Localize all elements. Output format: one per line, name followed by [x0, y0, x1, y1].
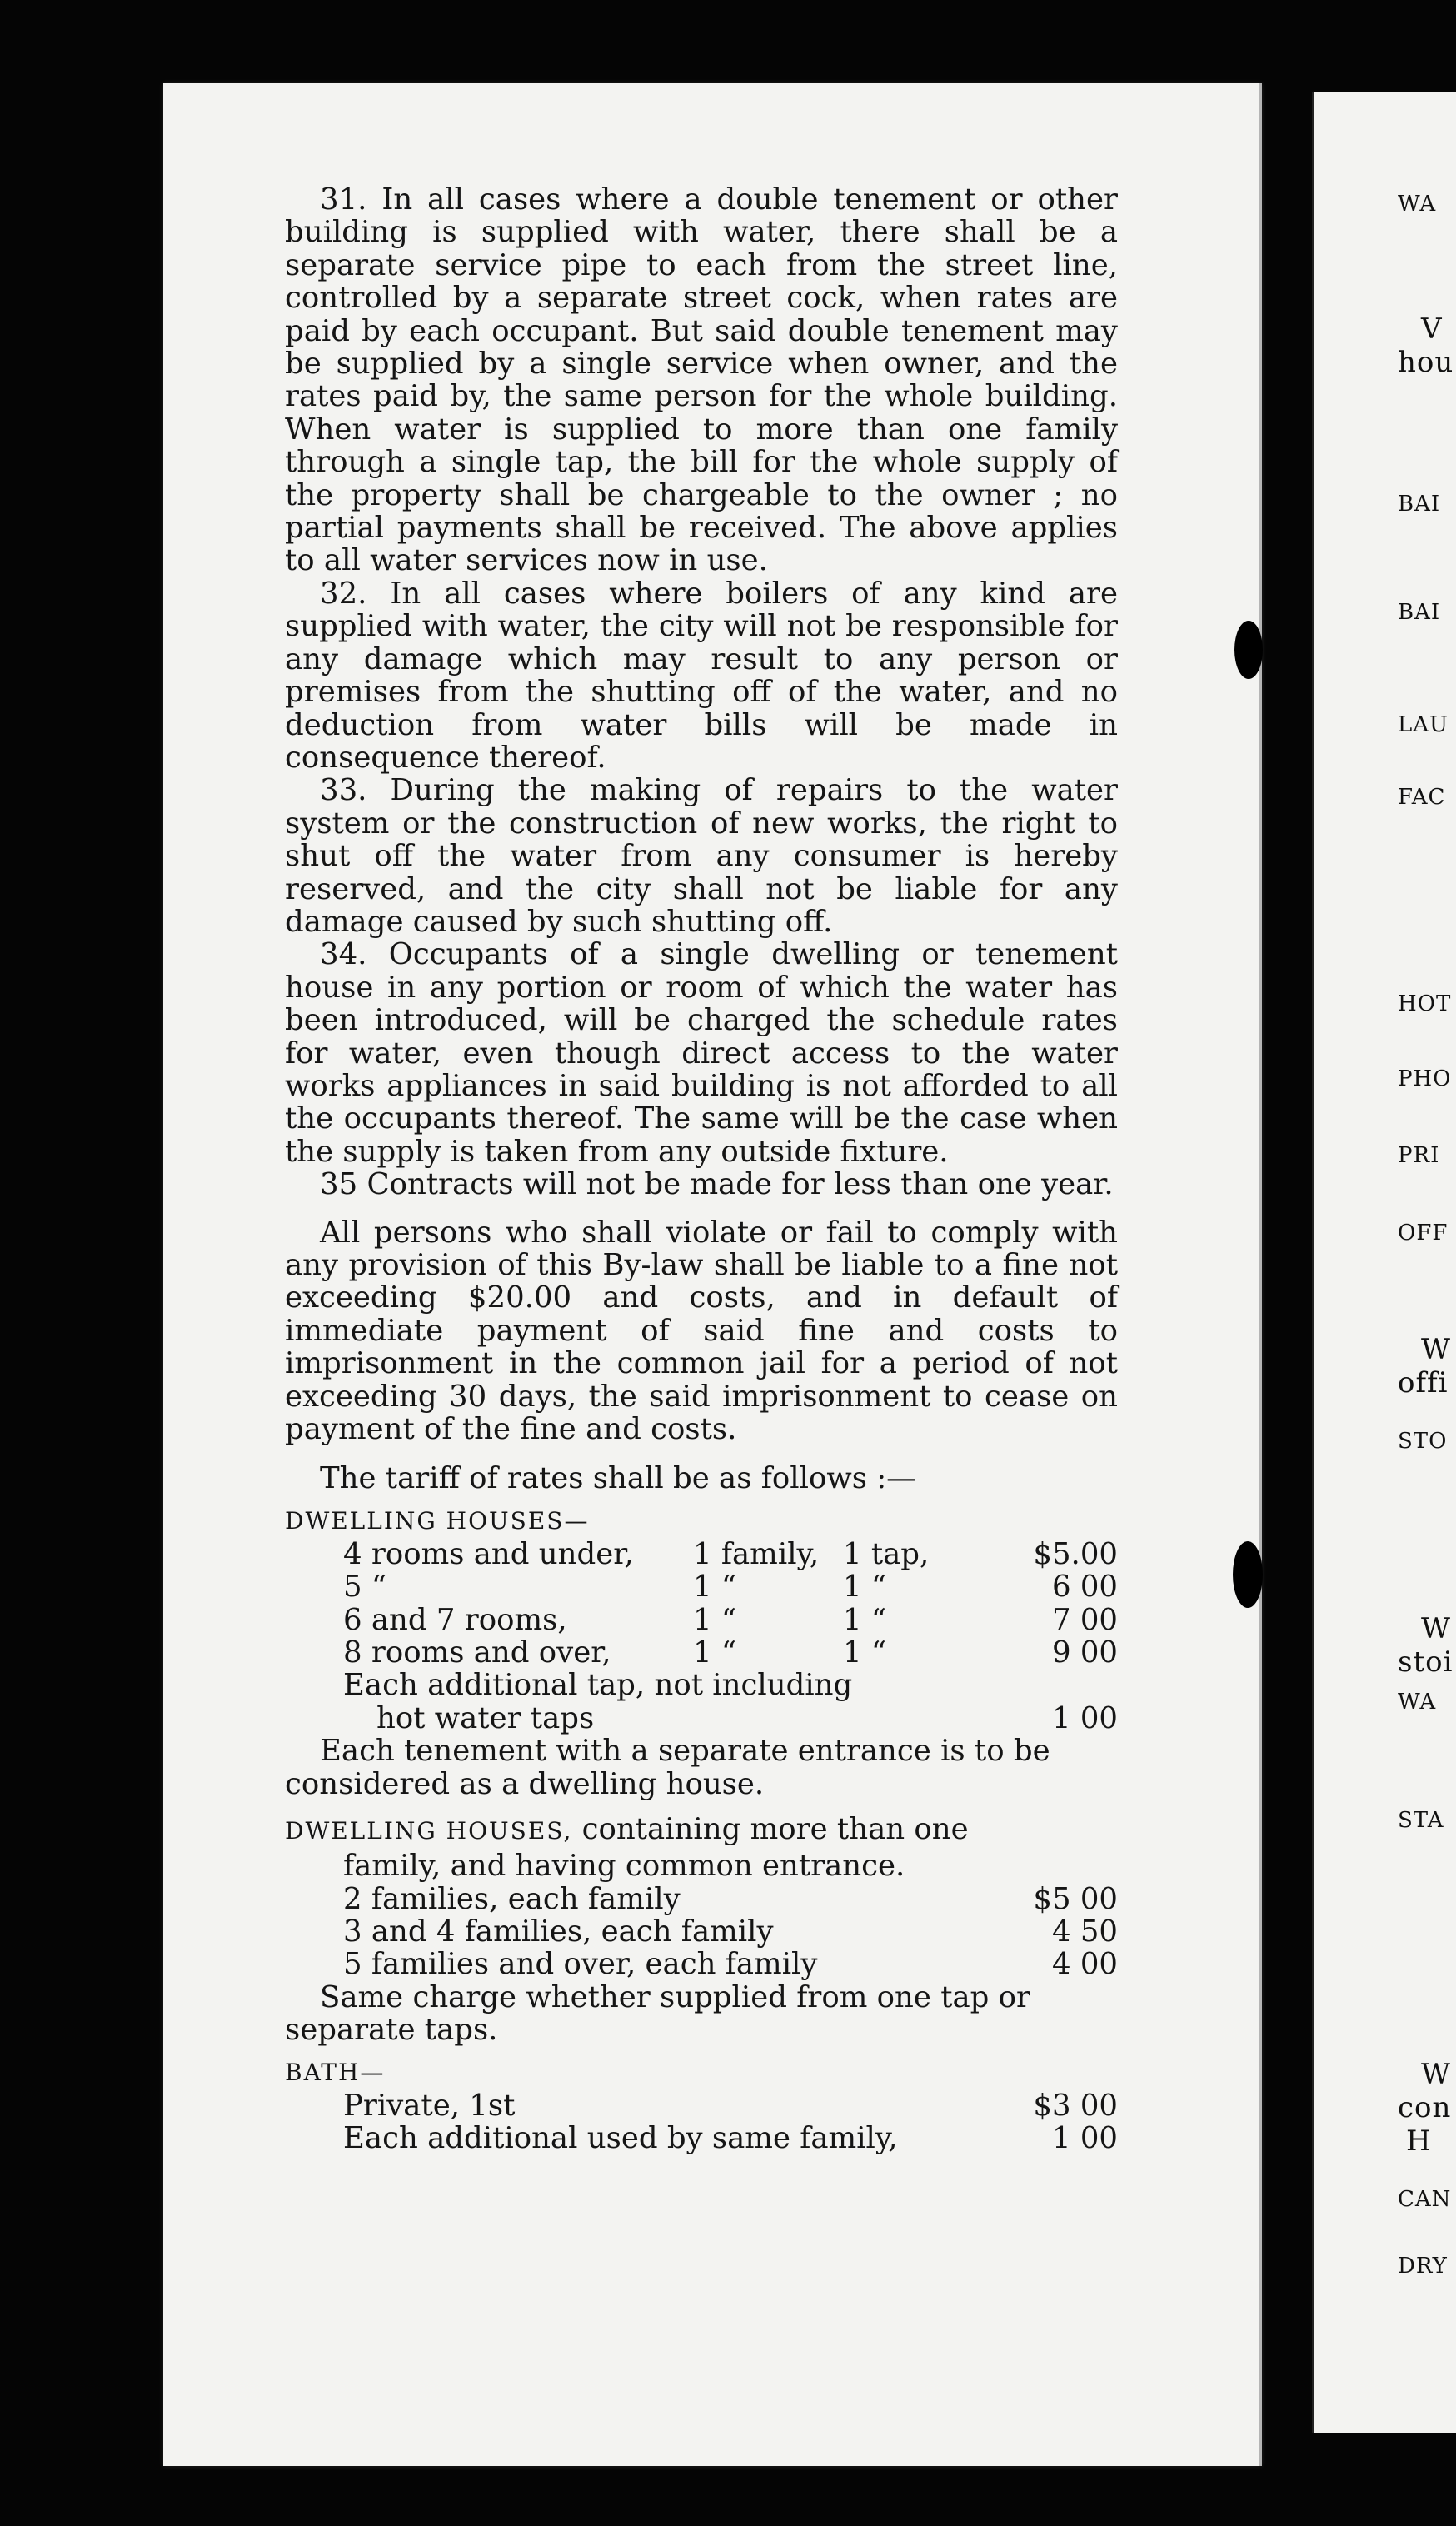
- multi-heading-tail: containing more than one: [572, 1812, 969, 1847]
- rate-price: 1 00: [1051, 2120, 1118, 2155]
- paragraph-32: 32. In all cases where boilers of any kind are supplied with water, the city will not be responsible for any damage which may result to any person or premises from the shutting off of the water, and no deduction from water bills will be made in consequence thereof.: [285, 576, 1118, 775]
- right-page-label: STO: [1398, 1429, 1448, 1454]
- multi-note: Same charge whether supplied from one tap or separate taps.: [285, 1979, 1030, 2048]
- additional-tap-price: 1 00: [1051, 1700, 1118, 1735]
- right-page-label: FAC: [1398, 785, 1446, 810]
- rate-desc: 3 and 4 families, each family: [343, 1914, 774, 1949]
- right-page-label: BAI: [1398, 600, 1441, 625]
- rate-desc: 4 rooms and under,: [343, 1536, 634, 1571]
- multi-rate-row: [343, 1948, 1118, 1980]
- table-row: [343, 1636, 1118, 1669]
- right-page-label: CAN: [1398, 2187, 1452, 2212]
- right-page-label: W: [1421, 2058, 1451, 2091]
- multi-family-heading: [285, 1812, 1118, 1846]
- bath-rate-row: [343, 2122, 1118, 2154]
- rate-family: 1 “: [693, 1602, 737, 1637]
- bath-heading: BATH—: [285, 2058, 386, 2086]
- paragraph-34: 34. Occupants of a single dwelling or tenement house in any portion or room of which the water has been introduced, will be charged the schedule rates for water, even though direct access to the water works appliances in said building is not afforded to all the occupants thereof. The same will be the case when the supply is taken from any outside fixture.: [285, 937, 1118, 1169]
- paragraph-35: 35 Contracts will not be made for less than one year.: [320, 1167, 1114, 1202]
- tariff-intro: The tariff of rates shall be as follows :—: [320, 1461, 916, 1496]
- right-page-label: DRY: [1398, 2254, 1448, 2279]
- right-page-label: con: [1398, 2091, 1452, 2124]
- rate-desc: 2 families, each family: [343, 1881, 681, 1916]
- right-page-label: OFF: [1398, 1221, 1449, 1246]
- right-page-label: W: [1421, 1612, 1451, 1645]
- binding-hole-mark: [1233, 1541, 1263, 1608]
- rate-price: 6 00: [1051, 1570, 1118, 1605]
- left-page: [163, 83, 1262, 2466]
- right-page-label: WA: [1398, 1690, 1437, 1715]
- table-row: [343, 1570, 1118, 1603]
- rate-tap: 1 “: [843, 1635, 887, 1670]
- rate-price: $5.00: [1033, 1536, 1118, 1571]
- right-page-label: BAI: [1398, 492, 1441, 517]
- right-page-label: HOT: [1398, 991, 1452, 1016]
- rate-price: 4 00: [1051, 1947, 1118, 1982]
- rate-desc: Each additional used by same family,: [343, 2120, 898, 2155]
- rate-tap: 1 tap,: [843, 1536, 930, 1571]
- rate-price: 4 50: [1051, 1914, 1118, 1949]
- right-page-label: LAU: [1398, 712, 1449, 737]
- penalty-paragraph: All persons who shall violate or fail to comply with any provision of this By-law shall be liable to a fine not exceeding $20.00 and costs, and in default of immediate payment of said fine and costs to imprisonment in the common jail for a period of not exceeding 30 days, the said imprisonment to cease on payment of the fine and costs.: [285, 1215, 1118, 1447]
- right-page-label: WA: [1398, 192, 1437, 217]
- rate-family: 1 “: [693, 1570, 737, 1605]
- rate-price: 7 00: [1051, 1602, 1118, 1637]
- right-page-label: PRI: [1398, 1143, 1440, 1168]
- rate-tap: 1 “: [843, 1602, 887, 1637]
- dwelling-heading: DWELLING HOUSES—: [285, 1506, 590, 1535]
- binding-hole-mark: [1234, 621, 1263, 679]
- page-text: [285, 183, 1118, 2154]
- right-page-label: W: [1421, 1333, 1451, 1366]
- right-page-edge: [1312, 92, 1456, 2433]
- rate-tap: 1 “: [843, 1570, 887, 1605]
- hot-water-line: [376, 1702, 1118, 1735]
- right-page-label: offi: [1398, 1366, 1449, 1400]
- additional-tap-line: [343, 1669, 1118, 1701]
- table-row: [343, 1604, 1118, 1636]
- rate-desc: Private, 1st: [343, 2088, 516, 2123]
- right-page-label: stoi: [1398, 1645, 1454, 1679]
- rate-desc: 6 and 7 rooms,: [343, 1602, 567, 1637]
- rate-price: $5 00: [1033, 1881, 1118, 1916]
- rate-desc: 8 rooms and over,: [343, 1635, 611, 1670]
- additional-tap-text: Each additional tap, not including: [343, 1668, 853, 1703]
- multi-rate-row: [343, 1915, 1118, 1948]
- paragraph-31: 31. In all cases where a double tenement or other building is supplied with water, there shall be a separate service pipe to each from the street line, controlled by a separate street cock, when rates are paid by each occupant. But said double tenement may be supplied by a single service when owner, and the rates paid by, the same person for the whole building. When water is supplied to more than one family through a single tap, the bill for the whole supply of the property shall be chargeable to the owner ; no partial payments shall be received. The above applies to all water services now in use.: [285, 182, 1118, 578]
- rate-family: 1 “: [693, 1635, 737, 1670]
- right-page-label: PHO: [1398, 1066, 1452, 1091]
- hot-water-text: hot water taps: [376, 1700, 595, 1735]
- rate-desc: 5 “: [343, 1570, 387, 1605]
- multi-rate-row: [343, 1883, 1118, 1915]
- right-page-label: H: [1406, 2124, 1432, 2158]
- rate-price: $3 00: [1033, 2088, 1118, 2123]
- multi-family-line2: family, and having common entrance.: [343, 1849, 905, 1884]
- rate-price: 9 00: [1051, 1635, 1118, 1670]
- right-page-label: STA: [1398, 1808, 1444, 1833]
- table-row: [343, 1538, 1118, 1570]
- bath-rate-row: [343, 2089, 1118, 2122]
- multi-heading-caps: DWELLING HOUSES,: [285, 1817, 573, 1845]
- right-page-label: V: [1421, 312, 1443, 346]
- rate-desc: 5 families and over, each family: [343, 1947, 818, 1982]
- tenement-note: Each tenement with a separate entrance is to be considered as a dwelling house.: [285, 1734, 1050, 1801]
- right-page-label: hou: [1398, 346, 1454, 379]
- dwelling-rates-table: [343, 1538, 1118, 1670]
- paragraph-33: 33. During the making of repairs to the water system or the construction of new works, the right to shut off the water from any consumer is hereby reserved, and the city shall not be liable for any damage caused by such shutting off.: [285, 773, 1118, 939]
- rate-family: 1 family,: [693, 1536, 820, 1571]
